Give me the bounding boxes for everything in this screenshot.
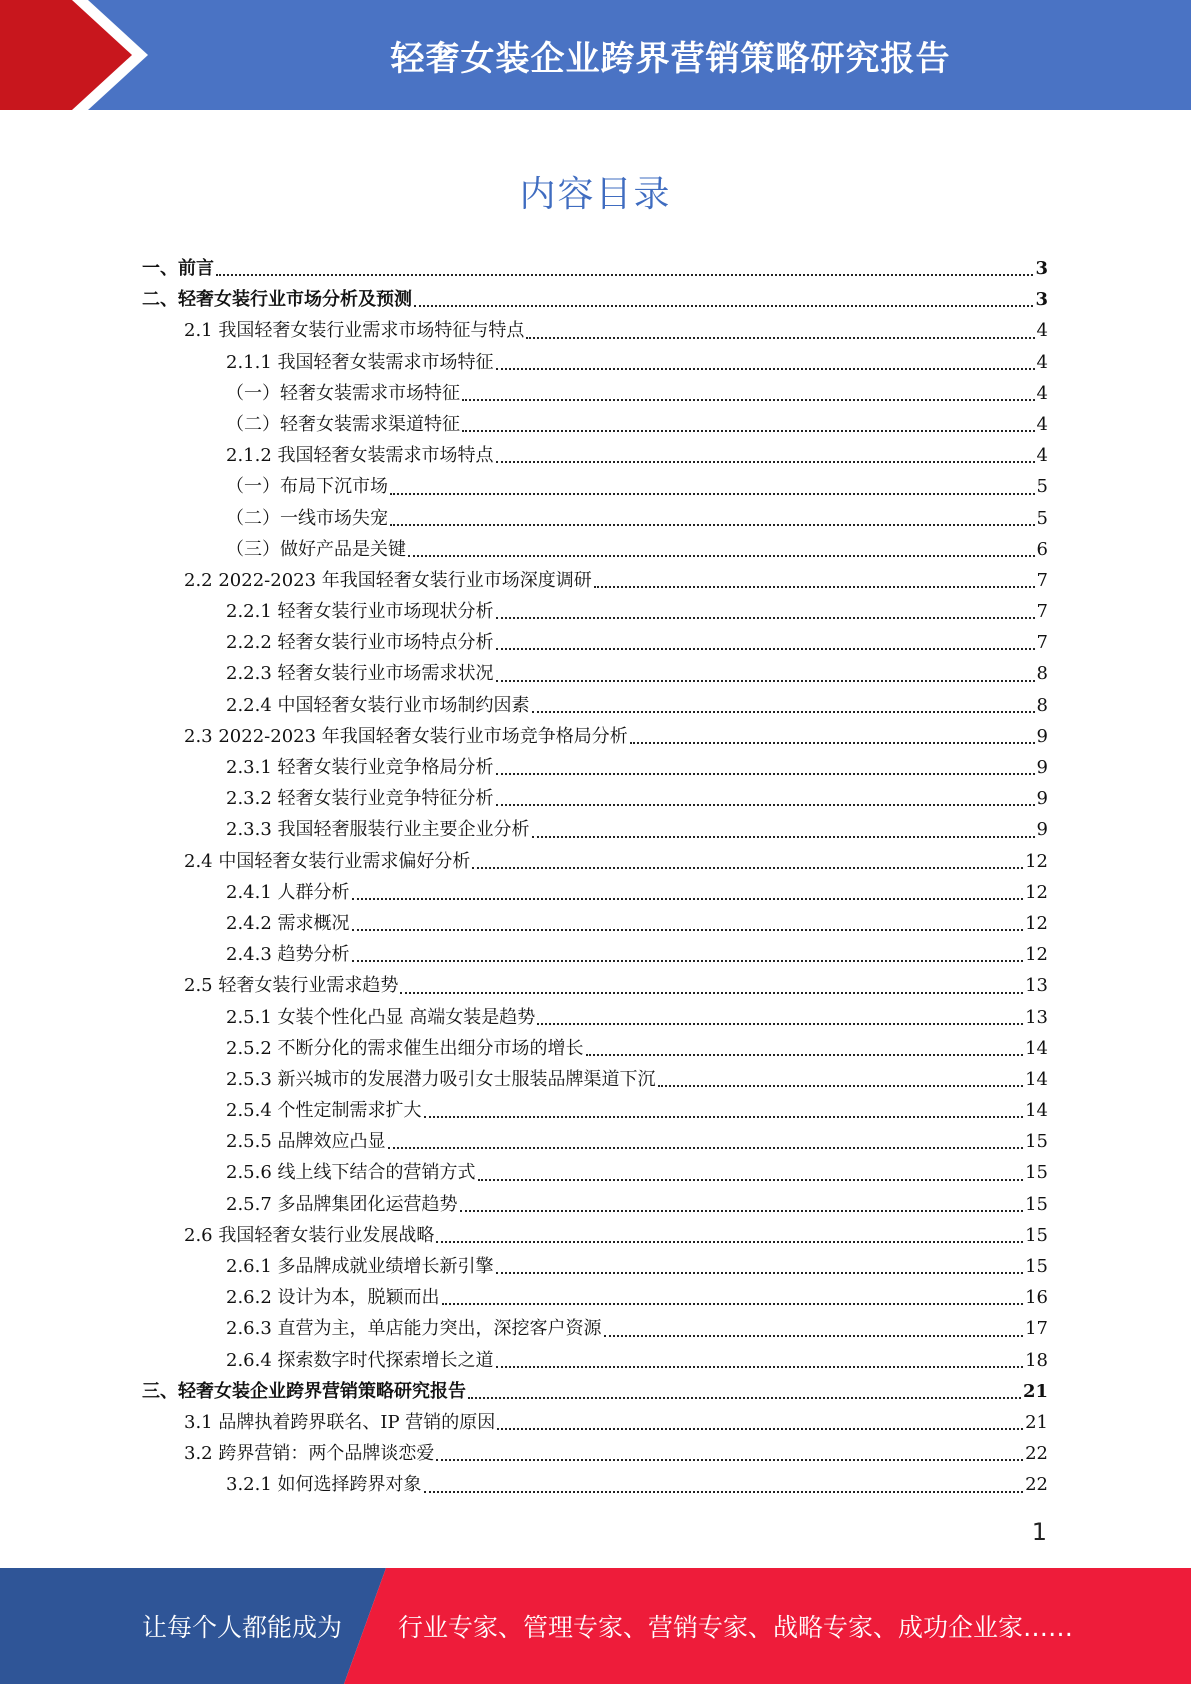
toc-entry-page: 15 xyxy=(1025,1193,1048,1215)
toc-entry[interactable] xyxy=(142,783,1048,814)
toc-leader-dots xyxy=(537,1023,1023,1025)
toc-entry-text: 2.2.3 轻奢女装行业市场需求状况 xyxy=(226,663,494,685)
toc-entry-text: 2.3.1 轻奢女装行业竞争格局分析 xyxy=(226,757,494,778)
toc-entry-text: 2.2 2022-2023 年我国轻奢女装行业市场深度调研 xyxy=(184,569,592,591)
toc-entry-page: 4 xyxy=(1036,445,1048,467)
toc-entry[interactable] xyxy=(142,1313,1048,1344)
toc-entry-page: 22 xyxy=(1025,1474,1048,1496)
toc-entry[interactable] xyxy=(142,752,1048,783)
toc-entry[interactable] xyxy=(142,721,1048,752)
toc-entry[interactable] xyxy=(142,534,1048,565)
toc-entry[interactable] xyxy=(142,315,1048,346)
toc-entry-page: 6 xyxy=(1036,538,1048,560)
toc-leader-dots xyxy=(532,836,1035,838)
footer-slogan-right: 行业专家、管理专家、营销专家、战略专家、成功企业家…… xyxy=(398,1613,1074,1642)
toc-entry-page: 21 xyxy=(1025,1411,1048,1433)
toc-entry-text: 2.5.7 多品牌集团化运营趋势 xyxy=(226,1193,458,1215)
toc-entry-text: 2.5.6 线上线下结合的营销方式 xyxy=(226,1162,476,1184)
toc-entry-page: 3 xyxy=(1035,289,1048,311)
toc-leader-dots xyxy=(462,399,1035,401)
toc-entry-page: 8 xyxy=(1036,694,1048,716)
toc-entry-page: 9 xyxy=(1036,788,1048,810)
toc-leader-dots xyxy=(460,1210,1024,1212)
toc-entry[interactable] xyxy=(142,1345,1048,1376)
toc-entry-page: 14 xyxy=(1025,1068,1048,1090)
toc-entry-page: 5 xyxy=(1036,507,1048,529)
toc-leader-dots xyxy=(496,804,1035,806)
toc-entry-page: 14 xyxy=(1025,1037,1048,1059)
toc-entry[interactable] xyxy=(142,1438,1048,1469)
toc-entry[interactable] xyxy=(142,1220,1048,1251)
toc-entry[interactable] xyxy=(142,877,1048,908)
toc-leader-dots xyxy=(468,1397,1021,1399)
toc-entry-text: 一、前言 xyxy=(142,258,214,279)
toc-entry-text: 2.5.3 新兴城市的发展潜力吸引女士服装品牌渠道下沉 xyxy=(226,1068,656,1090)
toc-entry-page: 13 xyxy=(1025,1006,1048,1028)
toc-entry-text: （一）布局下沉市场 xyxy=(226,476,388,498)
toc-entry-page: 21 xyxy=(1022,1380,1048,1402)
toc-entry[interactable] xyxy=(142,409,1048,440)
toc-leader-dots xyxy=(390,524,1035,526)
toc-leader-dots xyxy=(630,742,1035,744)
toc-leader-dots xyxy=(400,992,1023,994)
toc-entry[interactable] xyxy=(142,1002,1048,1033)
toc-leader-dots xyxy=(526,337,1034,339)
toc-entry-page: 12 xyxy=(1025,881,1048,903)
toc-entry-page: 5 xyxy=(1036,476,1048,498)
toc-entry-text: 2.4 中国轻奢女装行业需求偏好分析 xyxy=(184,850,471,872)
footer-banner xyxy=(0,1568,1191,1684)
toc-leader-dots xyxy=(604,1335,1024,1337)
toc-entry-text: 2.5.1 女装个性化凸显 高端女装是趋势 xyxy=(226,1006,536,1028)
toc-entry[interactable] xyxy=(142,690,1048,721)
toc-entry[interactable] xyxy=(142,846,1048,877)
toc-entry-page: 18 xyxy=(1025,1349,1048,1371)
toc-entry-text: 三、轻奢女装企业跨界营销策略研究报告 xyxy=(142,1380,466,1402)
toc-entry-text: （二）轻奢女装需求渠道特征 xyxy=(226,413,460,435)
toc-entry[interactable] xyxy=(142,908,1048,939)
toc-leader-dots xyxy=(436,1241,1023,1243)
toc-entry-text: 2.6.1 多品牌成就业绩增长新引擎 xyxy=(226,1256,494,1277)
toc-leader-dots xyxy=(216,274,1033,276)
toc-entry[interactable] xyxy=(142,1157,1048,1188)
toc-leader-dots xyxy=(352,929,1024,931)
toc-leader-dots xyxy=(424,1116,1024,1118)
toc-entry[interactable] xyxy=(142,284,1048,315)
toc-entry[interactable] xyxy=(142,1376,1048,1407)
toc-entry-text: 2.4.2 需求概况 xyxy=(226,912,350,934)
toc-leader-dots xyxy=(496,461,1035,463)
toc-entry-page: 7 xyxy=(1036,632,1048,654)
toc-entry-page: 12 xyxy=(1025,944,1048,966)
toc-entry-page: 7 xyxy=(1036,569,1048,591)
toc-entry[interactable] xyxy=(142,1064,1048,1095)
toc-leader-dots xyxy=(497,1428,1023,1430)
toc-entry-text: 2.4.3 趋势分析 xyxy=(226,944,350,966)
toc-leader-dots xyxy=(496,648,1035,650)
toc-entry-text: 2.2.4 中国轻奢女装行业市场制约因素 xyxy=(226,694,530,716)
toc-leader-dots xyxy=(658,1085,1024,1087)
toc-entry-page: 9 xyxy=(1036,819,1048,841)
toc-leader-dots xyxy=(496,680,1035,682)
toc-entry-page: 4 xyxy=(1036,382,1048,404)
toc-leader-dots xyxy=(594,586,1035,588)
toc-entry-text: 2.2.2 轻奢女装行业市场特点分析 xyxy=(226,632,494,654)
toc-entry-page: 7 xyxy=(1036,601,1048,623)
toc-entry-text: 3.2 跨界营销：两个品牌谈恋爱 xyxy=(184,1443,435,1465)
toc-leader-dots xyxy=(352,898,1024,900)
toc-entry-text: 2.5.5 品牌效应凸显 xyxy=(226,1131,386,1153)
toc-entry-page: 15 xyxy=(1025,1256,1048,1277)
toc-entry[interactable] xyxy=(142,970,1048,1001)
toc-entry[interactable] xyxy=(142,471,1048,502)
toc-entry[interactable] xyxy=(142,1407,1048,1438)
toc-entry[interactable] xyxy=(142,814,1048,845)
toc-leader-dots xyxy=(462,430,1035,432)
toc-leader-dots xyxy=(496,617,1035,619)
toc-entry[interactable] xyxy=(142,1126,1048,1157)
page-number: 1 xyxy=(1031,1518,1047,1546)
toc-entry-page: 9 xyxy=(1036,757,1048,778)
toc-entry-page: 4 xyxy=(1036,351,1048,373)
toc-entry-page: 17 xyxy=(1025,1318,1048,1340)
toc-entry[interactable] xyxy=(142,503,1048,534)
toc-entry-text: 2.4.1 人群分析 xyxy=(226,881,350,903)
toc-entry-text: 3.1 品牌执着跨界联名、IP 营销的原因 xyxy=(184,1411,496,1433)
toc-entry-text: 2.5 轻奢女装行业需求趋势 xyxy=(184,975,399,997)
toc-entry-page: 12 xyxy=(1025,912,1048,934)
header-banner xyxy=(0,0,1191,110)
toc-entry-text: 2.2.1 轻奢女装行业市场现状分析 xyxy=(226,601,494,623)
toc-leader-dots xyxy=(442,1303,1024,1305)
toc-entry-text: 2.5.4 个性定制需求扩大 xyxy=(226,1100,422,1122)
toc-entry[interactable] xyxy=(142,1251,1048,1282)
toc-leader-dots xyxy=(352,960,1024,962)
toc-entry-page: 22 xyxy=(1025,1443,1048,1465)
toc-entry[interactable] xyxy=(142,1469,1048,1500)
toc-entry[interactable] xyxy=(142,1033,1048,1064)
toc-leader-dots xyxy=(472,867,1023,869)
toc-entry[interactable] xyxy=(142,1189,1048,1220)
toc-entry-text: 2.1.1 我国轻奢女装需求市场特征 xyxy=(226,351,494,373)
toc-leader-dots xyxy=(414,305,1033,307)
toc-entry[interactable] xyxy=(142,347,1048,378)
toc-leader-dots xyxy=(436,1459,1023,1461)
toc-entry-page: 4 xyxy=(1036,320,1048,342)
toc-entry-text: （三）做好产品是关键 xyxy=(226,538,406,560)
toc-entry[interactable] xyxy=(142,1095,1048,1126)
toc-leader-dots xyxy=(532,711,1035,713)
toc-leader-dots xyxy=(496,773,1035,775)
toc-entry-text: （一）轻奢女装需求市场特征 xyxy=(226,382,460,404)
toc-entry-text: 2.1.2 我国轻奢女装需求市场特点 xyxy=(226,445,494,467)
toc-entry-page: 12 xyxy=(1025,850,1048,872)
toc-leader-dots xyxy=(390,493,1035,495)
toc-leader-dots xyxy=(478,1179,1024,1181)
toc-entry-page: 9 xyxy=(1036,725,1048,747)
toc-list xyxy=(142,253,1048,1501)
toc-entry-page: 13 xyxy=(1025,975,1048,997)
toc-entry-text: 2.3.2 轻奢女装行业竞争特征分析 xyxy=(226,788,494,810)
toc-entry-text: （二）一线市场失宠 xyxy=(226,507,388,529)
toc-leader-dots xyxy=(496,1366,1024,1368)
toc-entry[interactable] xyxy=(142,253,1048,284)
toc-entry-text: 2.6 我国轻奢女装行业发展战略 xyxy=(184,1224,435,1246)
toc-entry[interactable] xyxy=(142,627,1048,658)
toc-entry-page: 16 xyxy=(1025,1287,1048,1309)
toc-leader-dots xyxy=(496,1272,1024,1274)
toc-entry[interactable] xyxy=(142,596,1048,627)
toc-entry-page: 8 xyxy=(1036,663,1048,685)
toc-leader-dots xyxy=(496,368,1035,370)
toc-leader-dots xyxy=(424,1491,1024,1493)
toc-entry-text: 2.5.2 不断分化的需求催生出细分市场的增长 xyxy=(226,1037,584,1059)
toc-entry[interactable] xyxy=(142,1282,1048,1313)
toc-entry[interactable] xyxy=(142,440,1048,471)
toc-entry-text: 2.6.4 探索数字时代探索增长之道 xyxy=(226,1349,494,1371)
footer-slogan-left: 让每个人都能成为 xyxy=(142,1613,343,1642)
toc-entry-text: 3.2.1 如何选择跨界对象 xyxy=(226,1474,422,1496)
toc-leader-dots xyxy=(586,1054,1024,1056)
toc-entry-page: 15 xyxy=(1025,1162,1048,1184)
toc-entry-page: 3 xyxy=(1035,258,1048,279)
toc-entry-text: 2.6.2 设计为本，脱颖而出 xyxy=(226,1287,440,1309)
toc-entry[interactable] xyxy=(142,565,1048,596)
toc-entry-page: 15 xyxy=(1025,1131,1048,1153)
toc-entry[interactable] xyxy=(142,378,1048,409)
toc-leader-dots xyxy=(408,555,1035,557)
toc-entry-page: 15 xyxy=(1025,1224,1048,1246)
toc-entry[interactable] xyxy=(142,939,1048,970)
toc-leader-dots xyxy=(388,1147,1024,1149)
toc-entry-text: 2.3.3 我国轻奢服装行业主要企业分析 xyxy=(226,819,530,841)
toc-entry-text: 2.6.3 直营为主，单店能力突出，深挖客户资源 xyxy=(226,1318,602,1340)
header-title: 轻奢女装企业跨界营销策略研究报告 xyxy=(390,38,951,79)
toc-title: 内容目录 xyxy=(519,174,672,215)
toc-entry-text: 2.3 2022-2023 年我国轻奢女装行业市场竞争格局分析 xyxy=(184,725,628,747)
toc-entry-text: 二、轻奢女装行业市场分析及预测 xyxy=(142,289,412,311)
toc-entry-page: 14 xyxy=(1025,1100,1048,1122)
toc-entry[interactable] xyxy=(142,658,1048,689)
toc-entry-page: 4 xyxy=(1036,413,1048,435)
toc-entry-text: 2.1 我国轻奢女装行业需求市场特征与特点 xyxy=(184,320,525,342)
